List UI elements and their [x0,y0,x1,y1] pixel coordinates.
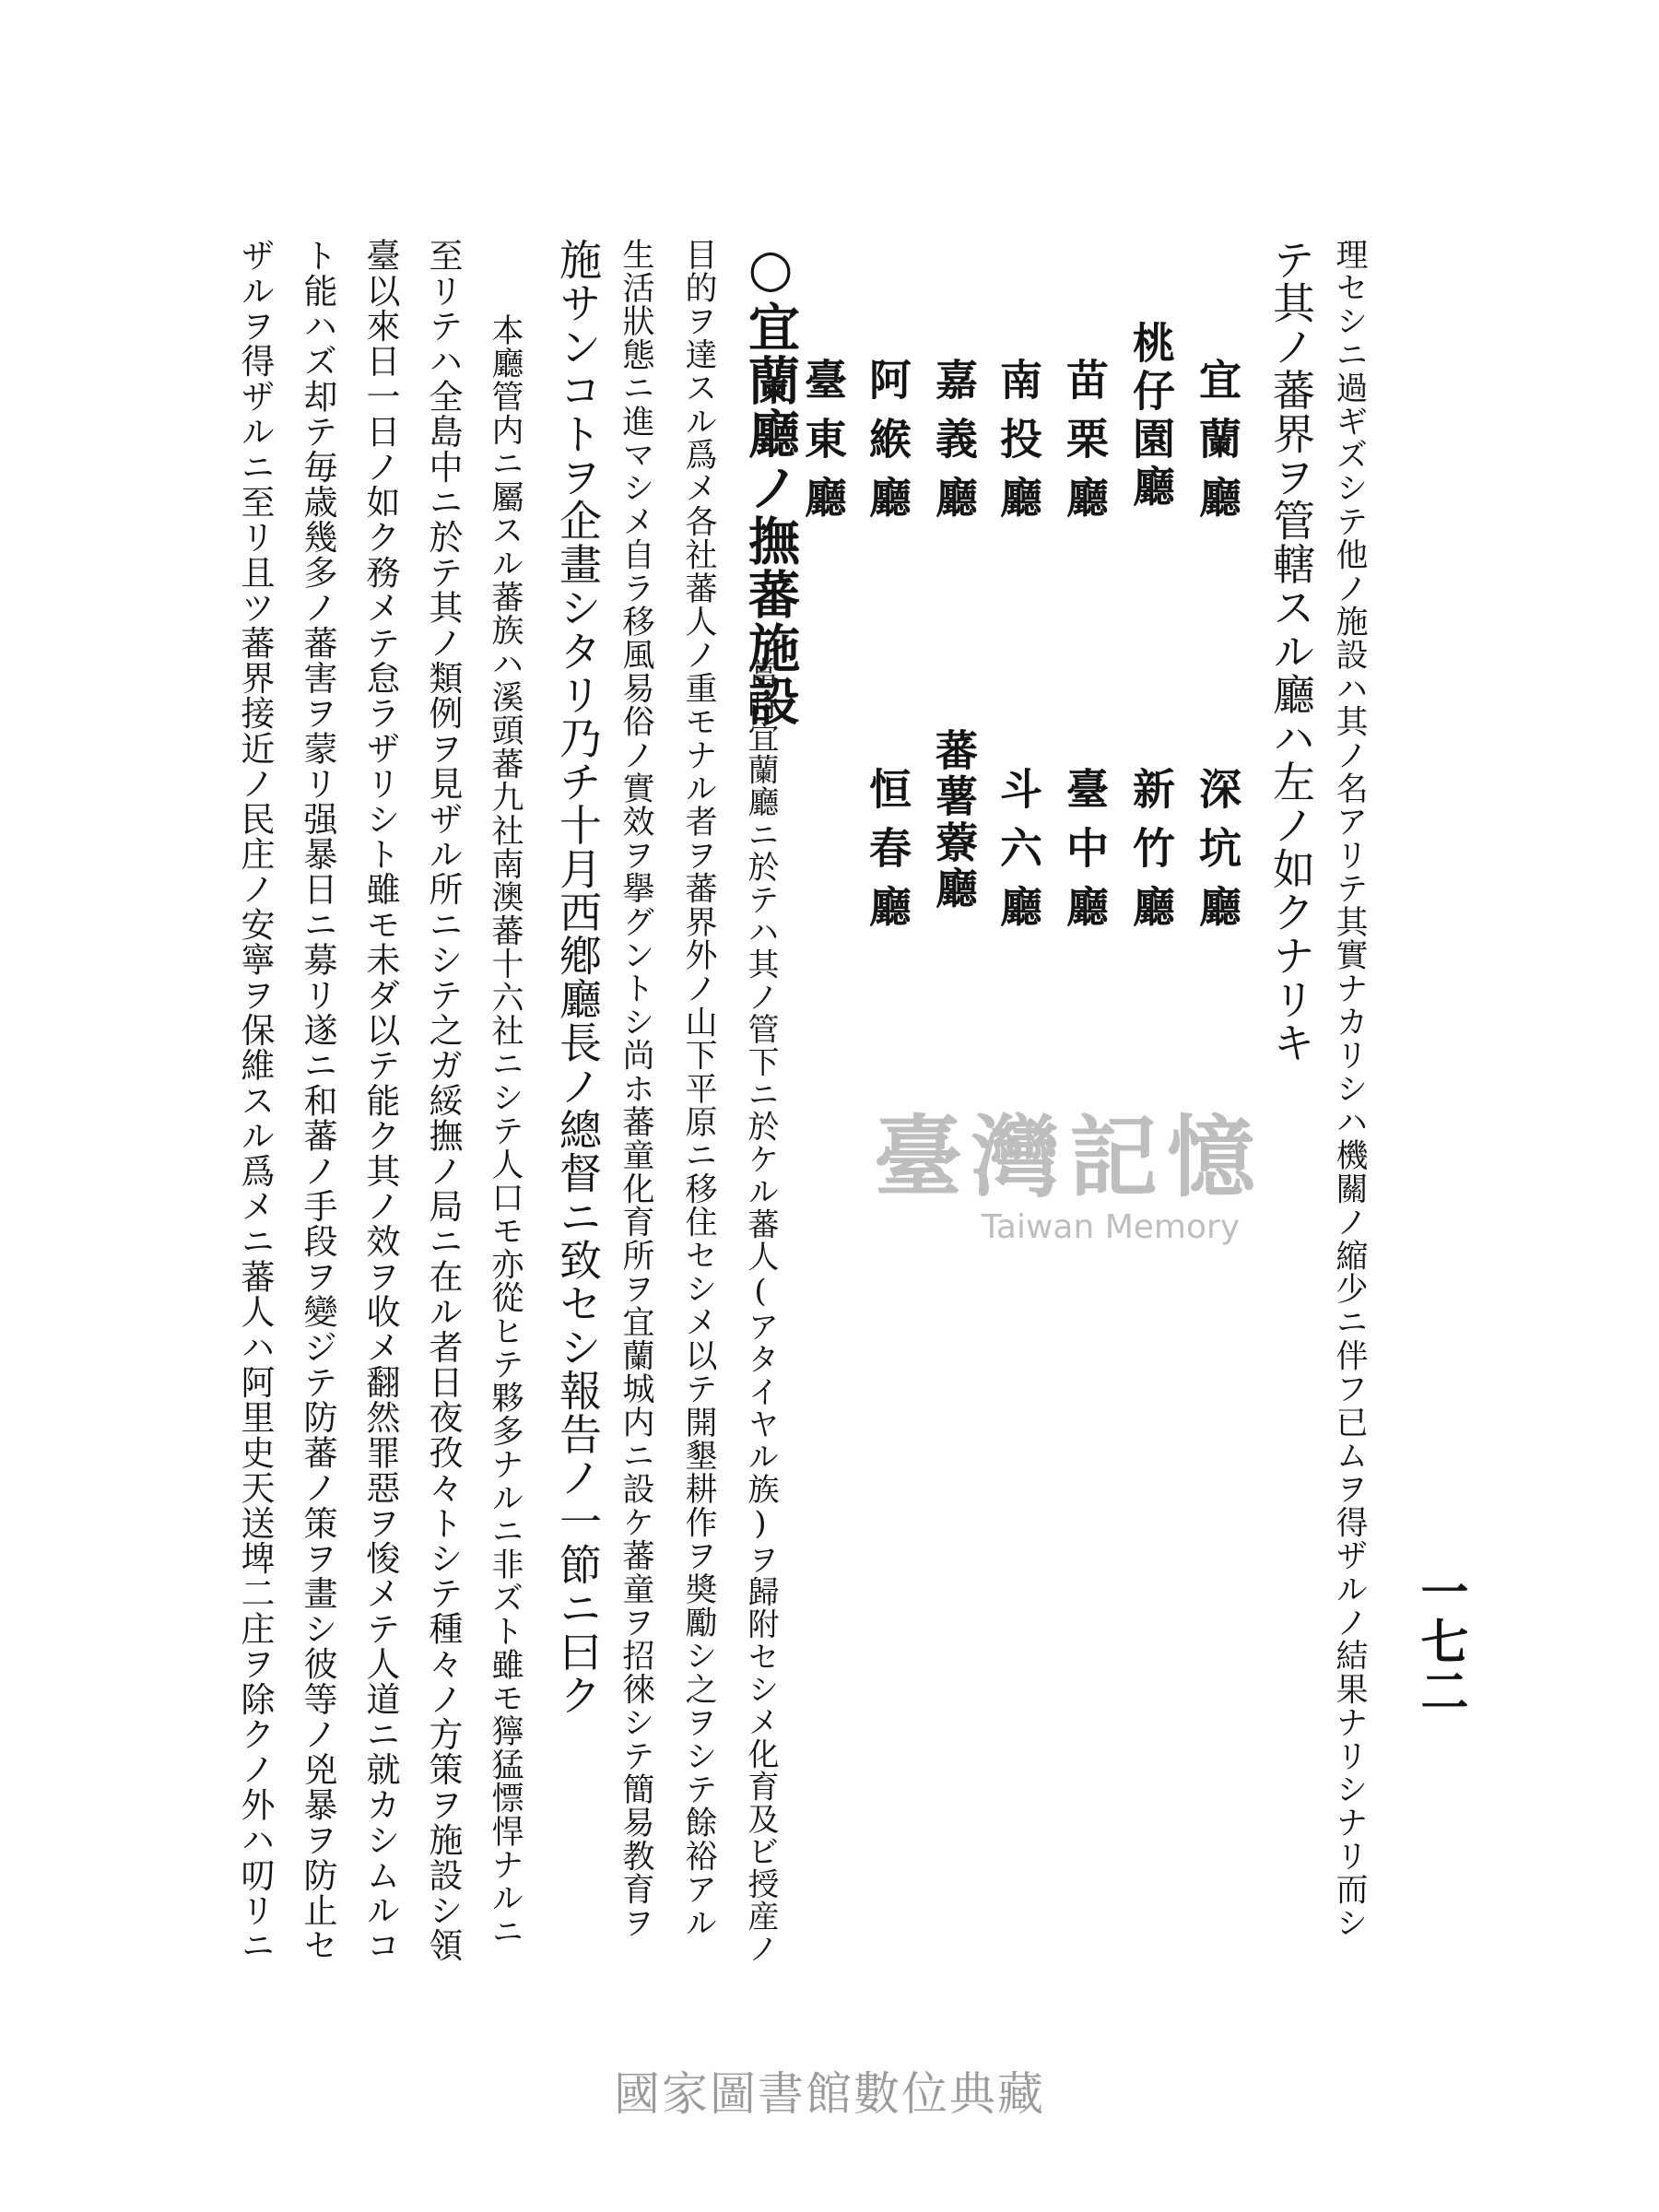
office-name: 臺東廳 [798,358,848,535]
body-line-1: 理セシニ過ギズシテ他ノ施設ハ其ノ名アリテ其實ナカリシハ機關ノ縮少ニ伴フ已ムヲ得ザルノ結果ナリシナリ而シ [1331,238,1368,1940]
watermark-english-text: Taiwan Memory [981,1208,1241,1246]
section-line-4: 施サンコトヲ企畫シタリ乃チ十月西鄕廳長ノ總督ニ致セシ報告ノ一節ニ曰ク [553,238,603,1717]
office-name: 南投廳 [994,358,1043,535]
office-name: 新竹廳 [1126,767,1176,944]
office-name: 苗栗廳 [1060,358,1110,535]
office-name: 恒春廳 [863,767,912,944]
section-line-3: 生活狀態ニ進マシメ自ラ移風易俗ノ實效ヲ擧グントシ尚ホ蕃童化育所ヲ宜蘭城内ニ設ケ蕃童ヲ招徠シテ簡易教育ヲ [618,238,654,1940]
office-name: 蕃薯藔廳 [929,728,979,912]
office-name: 深坑廳 [1193,767,1242,944]
section-line-5: 本廳管内ニ屬スル蕃族ハ溪頭蕃九社南澳蕃十六社ニシテ人口モ亦從ヒテ夥多ナルニ非ズト雖モ獰猛慓悍ナルニ [487,313,524,1948]
office-name: 嘉義廳 [929,358,979,535]
section-line-2: 目的ヲ達スル爲メ各社蕃人ノ重モナル者ヲ蕃界外ノ山下平原ニ移住セシメ以テ開墾耕作ヲ奬勵シ之ヲシテ餘裕アル [680,238,717,1940]
section-line-9: ザルヲ得ザルニ至リ且ツ蕃界接近ノ民庄ノ安寧ヲ保維スル爲メニ蕃人ハ阿里史天送埤二庄ヲ除クノ外ハ叨リニ [235,238,275,1963]
office-name: 阿緱廳 [863,358,912,535]
page-number: 一七二 [1412,1567,1468,1716]
office-name: 斗六廳 [994,767,1043,944]
section-line-1: 當時宜蘭廳ニ於テハ其ノ管下ニ於ケル蕃人(アタイヤル族)ヲ歸附セシメ化育及ビ授産ノ [742,656,779,1965]
body-line-2: テ其ノ蕃界ヲ管轄スル廳ハ左ノ如クナリキ [1266,238,1316,1065]
section-line-6: 至リテハ全島中ニ於テ其ノ類例ヲ見ザル所ニシテ之ガ綏撫ノ局ニ在ル者日夜孜々トシテ種々ノ方策ヲ施設シ領 [423,238,463,1963]
footer-credit: 國家圖書館數位典藏 [614,2067,1045,2121]
section-line-7: 臺以來日一日ノ如ク務メテ怠ラザリシト雖モ未ダ以テ能ク其ノ效ヲ收メ翻然罪惡ヲ悛メテ人道ニ就カシムルコ [360,238,400,1963]
office-name: 宜蘭廳 [1193,358,1242,535]
section-line-8: ト能ハズ却テ毎歳幾多ノ蕃害ヲ蒙リ强暴日ニ募リ遂ニ和蕃ノ手段ヲ變ジテ防蕃ノ策ヲ畫シ彼等ノ兇暴ヲ防止セ [298,238,337,1963]
watermark-chinese-text: 臺灣記憶 [874,1105,1265,1209]
office-name: 臺中廳 [1060,767,1110,944]
office-name: 桃仔園廳 [1126,321,1176,512]
section-heading: ○宜蘭廳ノ撫蕃施設 [740,238,801,728]
taiwan-memory-watermark [820,1088,1318,1246]
